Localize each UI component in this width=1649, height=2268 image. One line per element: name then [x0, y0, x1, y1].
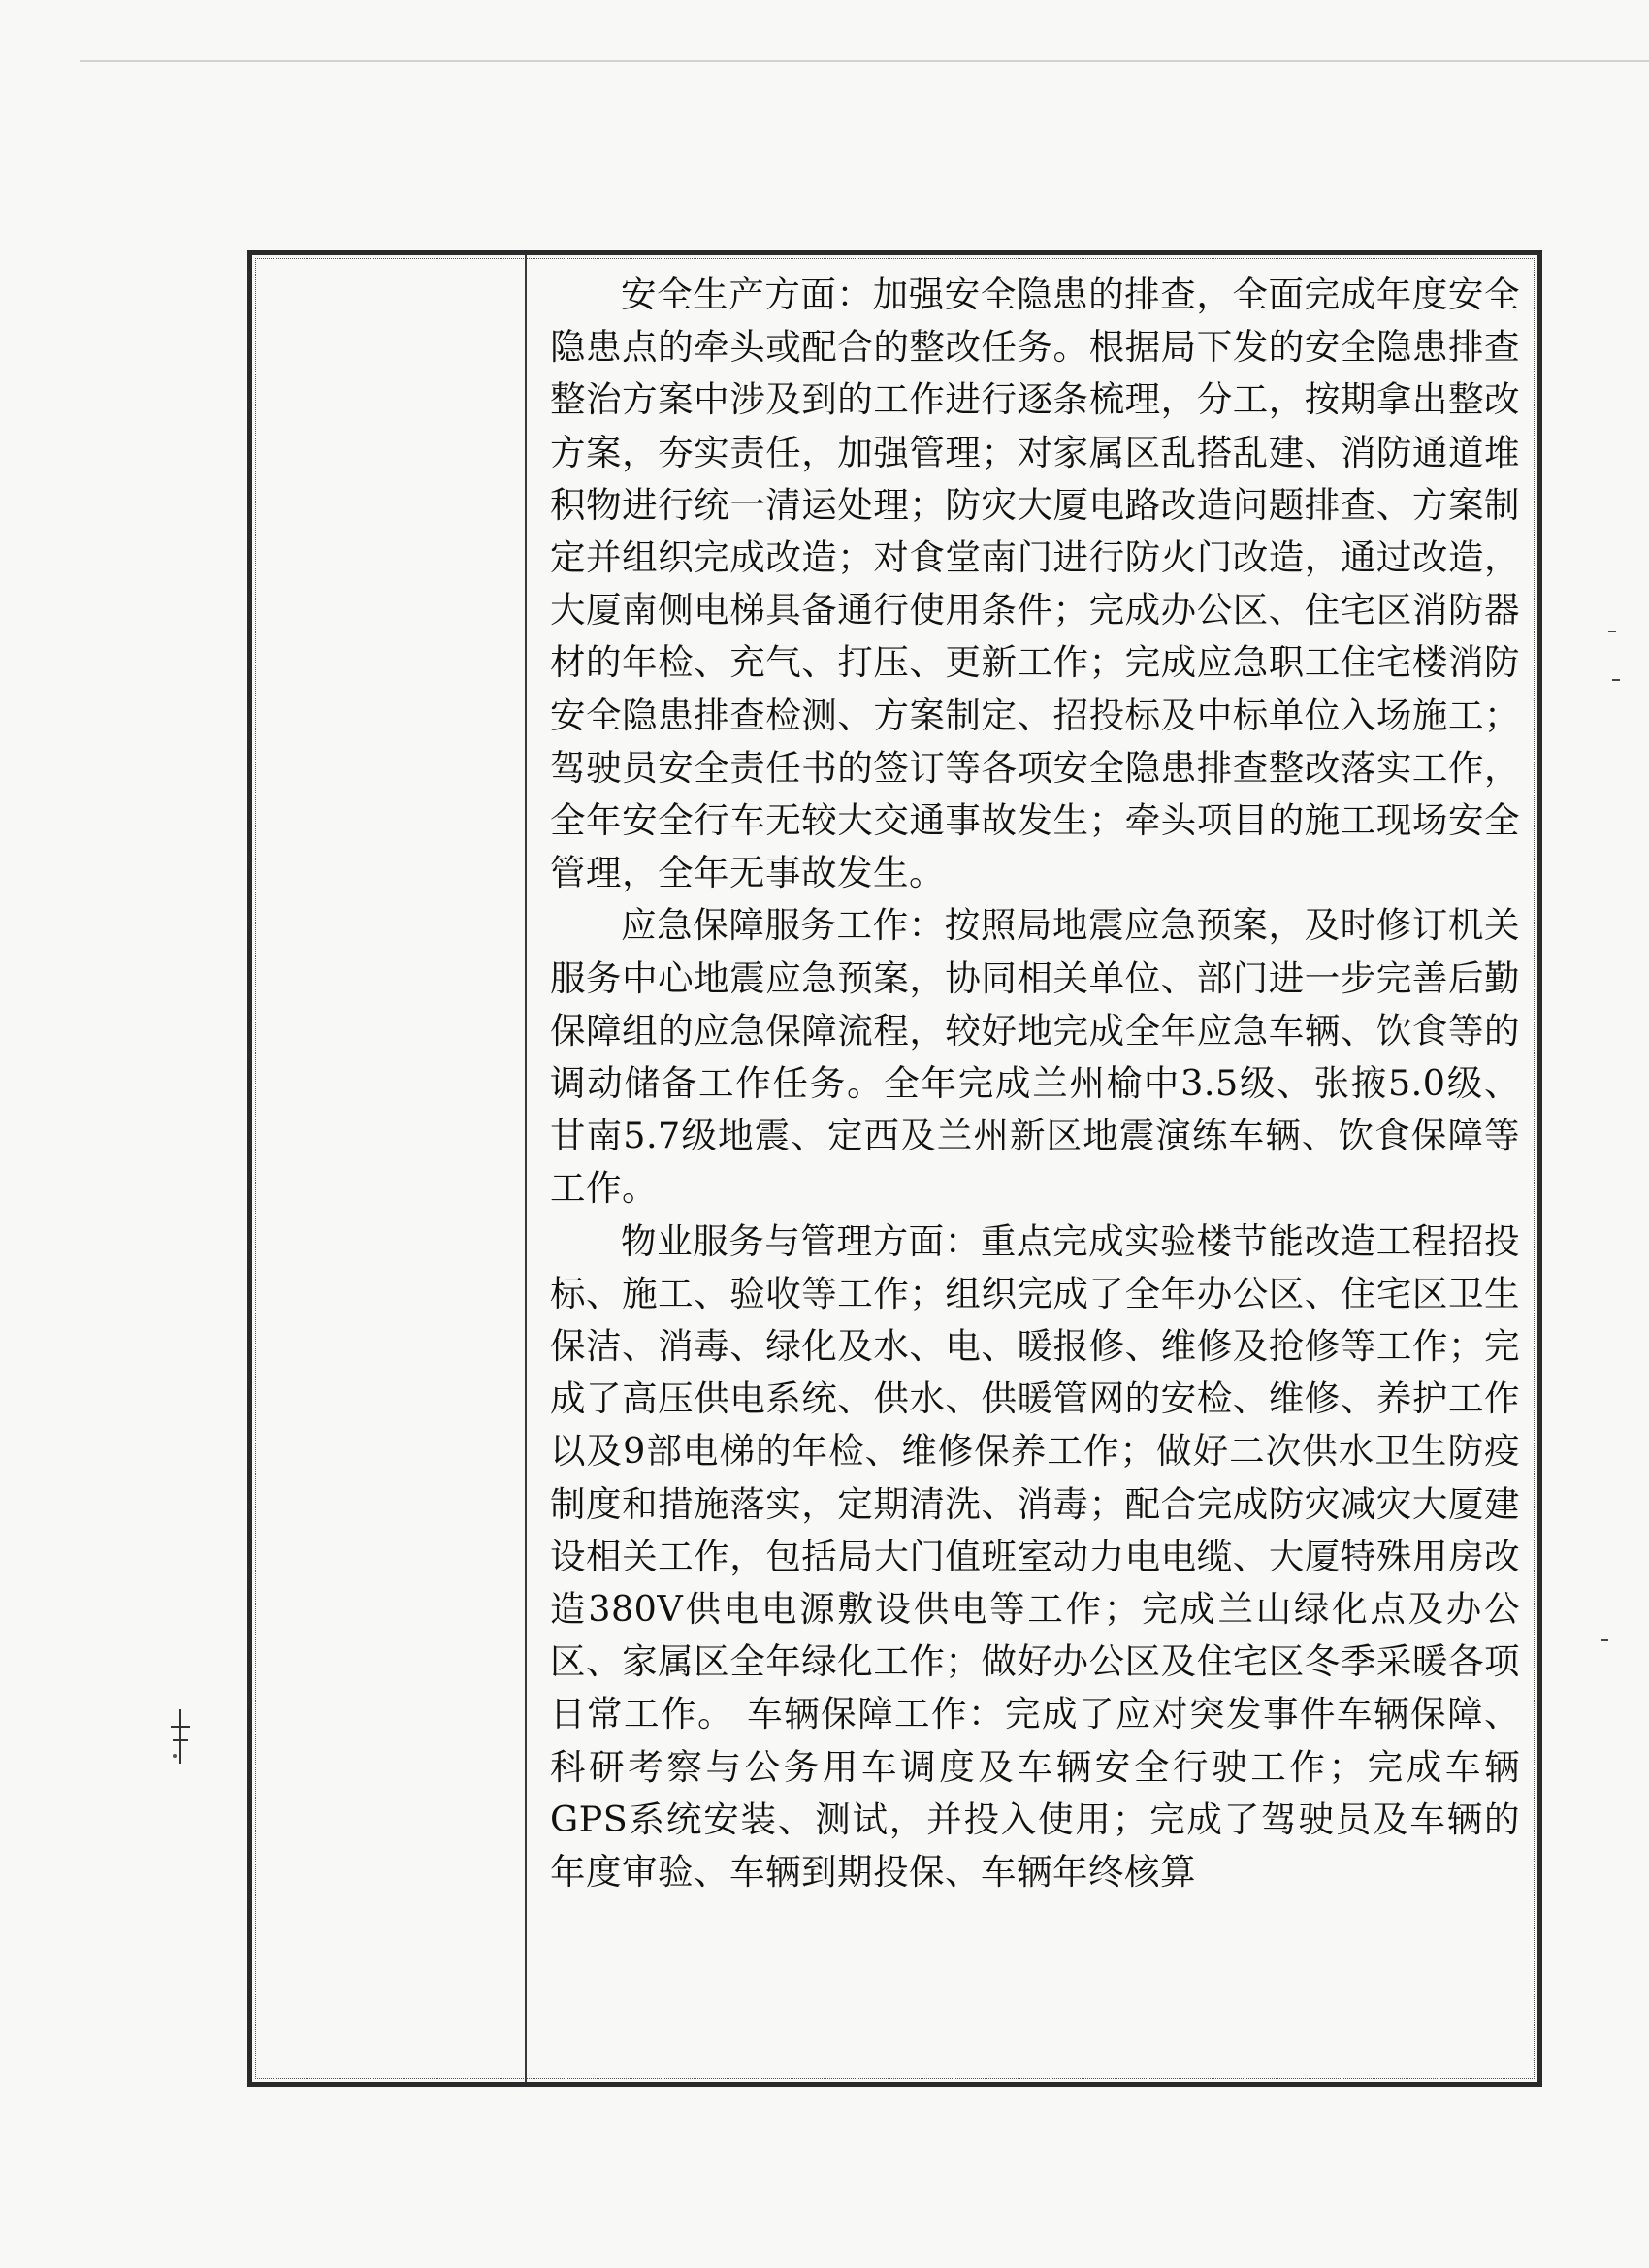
- margin-scan-mark: [163, 1707, 198, 1766]
- content-column: [529, 255, 1537, 2082]
- scan-dash: [1608, 631, 1616, 632]
- paragraph-emergency: 应急保障服务工作：按照局地震应急预案，及时修订机关服务中心地震应急预案，协同相关单位、部门进一步完善后勤保障组的应急保障流程，较好地完成全年应急车辆、饮食等的调动储备工作任务。全年完成兰州榆中3.5级、张掖5.0级、甘南5.7级地震、定西及兰州新区地震演练车辆、饮食保障等工作。: [550, 904, 1520, 1210]
- paragraph-property: 物业服务与管理方面：重点完成实验楼节能改造工程招投标、施工、验收等工作；组织完成了全年办公区、住宅区卫生保洁、消毒、绿化及水、电、暖报修、维修及抢修等工作；完成了高压供电系统、供水、供暖管网的安检、维修、养护工作以及9部电梯的年检、维修保养工作；做好二次供水卫生防疫制度和措施落实，定期清洗、消毒；配合完成防灾减灾大厦建设相关工作，包括局大门值班室动力电电缆、大厦特殊用房改造380V供电电源敷设供电等工作；完成兰山绿化点及办公区、家属区全年绿化工作；做好办公区及住宅区冬季采暖各项日常工作。 车辆保障工作：完成了应对突发事件车辆保障、科研考察与公务用车调度及车辆安全行驶工作；完成车辆GPS系统安装、测试，并投入使用；完成了驾驶员及车辆的年度审验、车辆到期投保、车辆年终核算: [550, 1219, 1520, 1894]
- scan-dash: [1612, 679, 1620, 681]
- scan-dash: [1600, 1639, 1608, 1641]
- label-column: [252, 255, 527, 2082]
- paragraph-safety: 安全生产方面：加强安全隐患的排查，全面完成年度安全隐患点的牵头或配合的整改任务。根据局下发的安全隐患排查整治方案中涉及到的工作进行逐条梳理，分工，按期拿出整改方案，夯实责任，加强管理；对家属区乱搭乱建、消防通道堆积物进行统一清运处理；防灾大厦电路改造问题排查、方案制定并组织完成改造；对食堂南门进行防火门改造，通过改造，大厦南侧电梯具备通行使用条件；完成办公区、住宅区消防器材的年检、充气、打压、更新工作；完成应急职工住宅楼消防安全隐患排查检测、方案制定、招投标及中标单位入场施工；驾驶员安全责任书的签订等各项安全隐患排查整改落实工作，全年安全行车无较大交通事故发生；牵头项目的施工现场安全管理，全年无事故发生。: [550, 274, 1520, 894]
- report-table: [247, 250, 1542, 2087]
- scan-edge: [80, 60, 1649, 62]
